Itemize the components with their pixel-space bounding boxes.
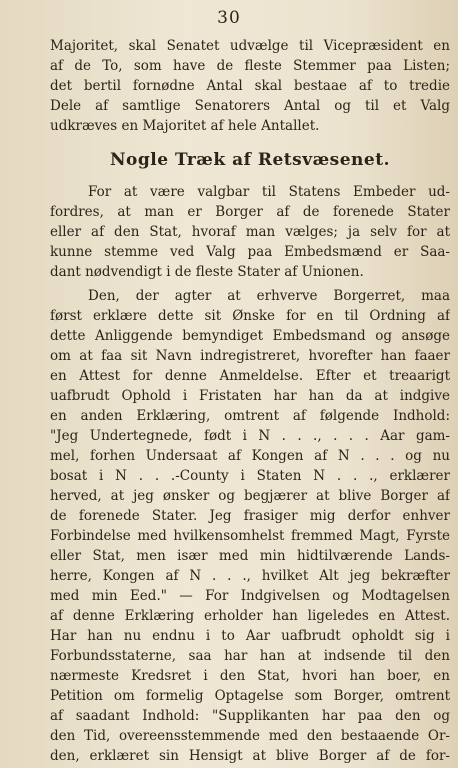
- text-line: af denne Erklæring erholder han ligeledes en Attest.: [50, 608, 450, 624]
- text-line: den Tid, overeensstemmende med den bestaaende Or-: [50, 728, 450, 744]
- text-line: dant nødvendigt i de fleste Stater af Unionen.: [50, 264, 364, 280]
- text-line: en Attest for denne Anmeldelse. Efter et treaarigt: [50, 368, 450, 384]
- section-heading: Nogle Træk af Retsvæsenet.: [109, 150, 390, 170]
- text-line: en anden Erklæring, omtrent af følgende Indhold:: [50, 408, 450, 424]
- text-line: uafbrudt Ophold i Fristaten har han da at indgive: [50, 388, 450, 404]
- text-line: dette Anliggende bemyndiget Embedsmand og ansøge: [50, 328, 450, 344]
- text-line: herved, at jeg ønsker og begjærer at blive Borger af: [50, 488, 450, 504]
- text-line: om at faa sit Navn indregistreret, hvorefter han faaer: [50, 348, 450, 364]
- text-line: de forenede Stater. Jeg frasiger mig derfor enhver: [50, 508, 450, 524]
- text-line: "Jeg Undertegnede, født i N . . ., . . . Aar gam-: [50, 428, 450, 444]
- text-line: herre, Kongen af N . . ., hvilket Alt jeg bekræfter: [50, 568, 450, 584]
- text-line: For at være valgbar til Statens Embeder ud-: [88, 184, 450, 200]
- text-line: den, erklæret sin Hensigt at blive Borger af de for-: [50, 748, 450, 764]
- text-line: af de To, som have de fleste Stemmer paa Listen;: [50, 58, 450, 74]
- text-line: nærmeste Kredsret i den Stat, hvori han boer, en: [50, 668, 450, 684]
- text-line: Dele af samtlige Senatorers Antal og til et Valg: [50, 98, 450, 114]
- text-line: udkræves en Majoritet af hele Antallet.: [50, 118, 320, 134]
- text-line: mel, forhen Undersaat af Kongen af N . . . og nu: [50, 448, 450, 464]
- text-line: eller af den Stat, hvoraf man vælges; ja selv for at: [50, 224, 450, 240]
- paragraph-2: [50, 182, 450, 282]
- page-number: 30: [217, 8, 241, 28]
- text-line: Forbindelse med hvilkensomhelst fremmed Magt, Fyrste: [50, 528, 450, 544]
- text-line: bosat i N . . .-County i Staten N . . ., erklærer: [50, 468, 450, 484]
- text-line: Har han nu endnu i to Aar uafbrudt opholdt sig i: [50, 628, 450, 644]
- text-line: eller Stat, men især med min hidtilværende Lands-: [50, 548, 450, 564]
- text-line: kunne stemme ved Valg paa Embedsmænd er Saa-: [50, 244, 450, 260]
- text-line: Forbundsstaterne, saa har han at indsende til den: [50, 648, 450, 664]
- paragraph-1: [50, 36, 450, 136]
- paragraph-3: [50, 286, 450, 766]
- text-line: det bertil fornødne Antal skal bestaae af to tredie: [50, 78, 450, 94]
- text-line: Den, der agter at erhverve Borgerret, maa: [88, 288, 450, 304]
- text-line: fordres, at man er Borger af de forenede Stater: [50, 204, 450, 220]
- text-line: af saadant Indhold: "Supplikanten har paa den og: [50, 708, 450, 724]
- text-line: Majoritet, skal Senatet udvælge til Vicepræsident en: [50, 38, 450, 54]
- text-line: først erklære dette sit Ønske for en til Ordning af: [50, 308, 450, 324]
- text-line: Petition om formelig Optagelse som Borger, omtrent: [50, 688, 450, 704]
- body-text: [50, 36, 450, 766]
- text-line: med min Eed." — For Indgivelsen og Modtagelsen: [50, 588, 450, 604]
